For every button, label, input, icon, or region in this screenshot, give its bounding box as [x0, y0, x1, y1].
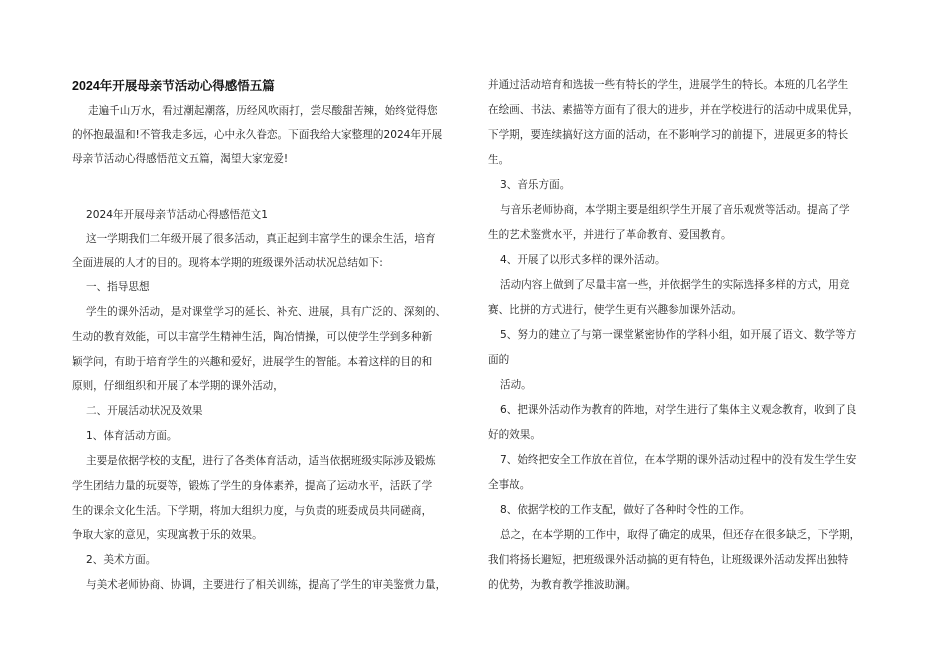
paragraph-line: 我们将扬长避短，把班级课外活动搞的更有特色，让班级课外活动发挥出独特 [488, 554, 849, 566]
paragraph-line: 学生团结力量的玩耍等，锻炼了学生的身体素养，提高了运动水平，活跃了学 [72, 480, 433, 492]
paragraph-line: 活动内容上做到了尽量丰富一些，并依据学生的实际选择多样的方式，用竞 [500, 279, 850, 291]
paragraph-line: 全面进展的人才的目的。现将本学期的班级课外活动状况总结如下: [72, 257, 383, 269]
paragraph-line: 6、把课外活动作为教育的阵地，对学生进行了集体主义观念教育，收到了良 [500, 404, 857, 416]
document-title: 2024年开展母亲节活动心得感悟五篇 [72, 79, 275, 93]
subheading: 一、指导思想 [86, 281, 150, 293]
paragraph-line: 并通过活动培育和选拔一些有特长的学生，进展学生的特长。本班的几名学生 [488, 79, 849, 91]
section-heading: 2024年开展母亲节活动心得感悟范文1 [86, 209, 269, 221]
subheading: 二、开展活动状况及效果 [86, 405, 203, 417]
paragraph-line: 在绘画、书法、素描等方面有了很大的进步，并在学校进行的活动中成果优异， [488, 104, 859, 116]
paragraph-line: 生的艺术鉴赏水平，并进行了革命教育、爱国教育。 [488, 229, 732, 241]
paragraph-line: 与美术老师协商、协调，主要进行了相关训练，提高了学生的审美鉴赏力量， [86, 579, 447, 591]
paragraph-line: 争取大家的意见，实现寓教于乐的效果。 [72, 529, 263, 541]
subheading: 3、音乐方面。 [500, 179, 571, 191]
paragraph-line: 下学期，要连续搞好这方面的活动，在不影响学习的前提下，进展更多的特长 [488, 129, 849, 141]
paragraph-line: 生的课余文化生活。下学期，将加大组织力度，与负责的班委成员共同磋商， [72, 505, 433, 517]
paragraph-line: 主要是依据学校的支配，进行了各类体育活动，适当依据班级实际涉及锻炼 [86, 455, 436, 467]
intro-line: 的怀抱最温和!不管我走多远，心中永久眷恋。下面我给大家整理的2024年开展 [72, 129, 443, 141]
subheading: 2、美术方面。 [86, 554, 157, 566]
paragraph-line: 赛、比拼的方式进行，使学生更有兴趣参加课外活动。 [488, 304, 743, 316]
paragraph-line: 全事故。 [488, 479, 531, 491]
paragraph-line: 学生的课外活动，是对课堂学习的延长、补充、进展，具有广泛的、深刻的、 [86, 306, 447, 318]
paragraph-line: 5、努力的建立了与第一课堂紧密协作的学科小组，如开展了语文、数学等方 [500, 329, 857, 341]
paragraph-line: 生。 [488, 154, 510, 166]
paragraph-line: 颖学问，有助于培育学生的兴趣和爱好，进展学生的智能。本着这样的目的和 [72, 356, 433, 368]
paragraph-line: 好的效果。 [488, 429, 541, 441]
paragraph-line: 这一学期我们二年级开展了很多活动，真正起到丰富学生的课余生活，培育 [86, 233, 436, 245]
paragraph-line: 总之，在本学期的工作中，取得了确定的成果，但还存在很多缺乏，下学期， [500, 529, 861, 541]
paragraph-line: 7、始终把安全工作放在首位，在本学期的课外活动过程中的没有发生学生安 [500, 454, 857, 466]
paragraph-line: 8、依据学校的工作支配，做好了各种时令性的工作。 [500, 504, 751, 516]
paragraph-line: 面的 [488, 354, 510, 366]
paragraph-line: 的优势，为教育教学推波助澜。 [488, 579, 637, 591]
subheading: 4、开展了以形式多样的课外活动。 [500, 254, 666, 266]
intro-line: 走遍千山万水，看过潮起潮落，历经风吹雨打，尝尽酸甜苦辣，始终觉得您 [88, 105, 438, 117]
subheading: 1、体育活动方面。 [86, 430, 178, 442]
intro-line: 母亲节活动心得感悟范文五篇，渴望大家宠爱! [72, 153, 289, 165]
paragraph-line: 生动的教育效能，可以丰富学生精神生活，陶冶情操，可以使学生学到多种新 [72, 331, 433, 343]
paragraph-line: 与音乐老师协商，本学期主要是组织学生开展了音乐观赏等活动。提高了学 [500, 204, 850, 216]
paragraph-line: 活动。 [500, 379, 532, 391]
paragraph-line: 原则，仔细组织和开展了本学期的课外活动， [72, 380, 284, 392]
